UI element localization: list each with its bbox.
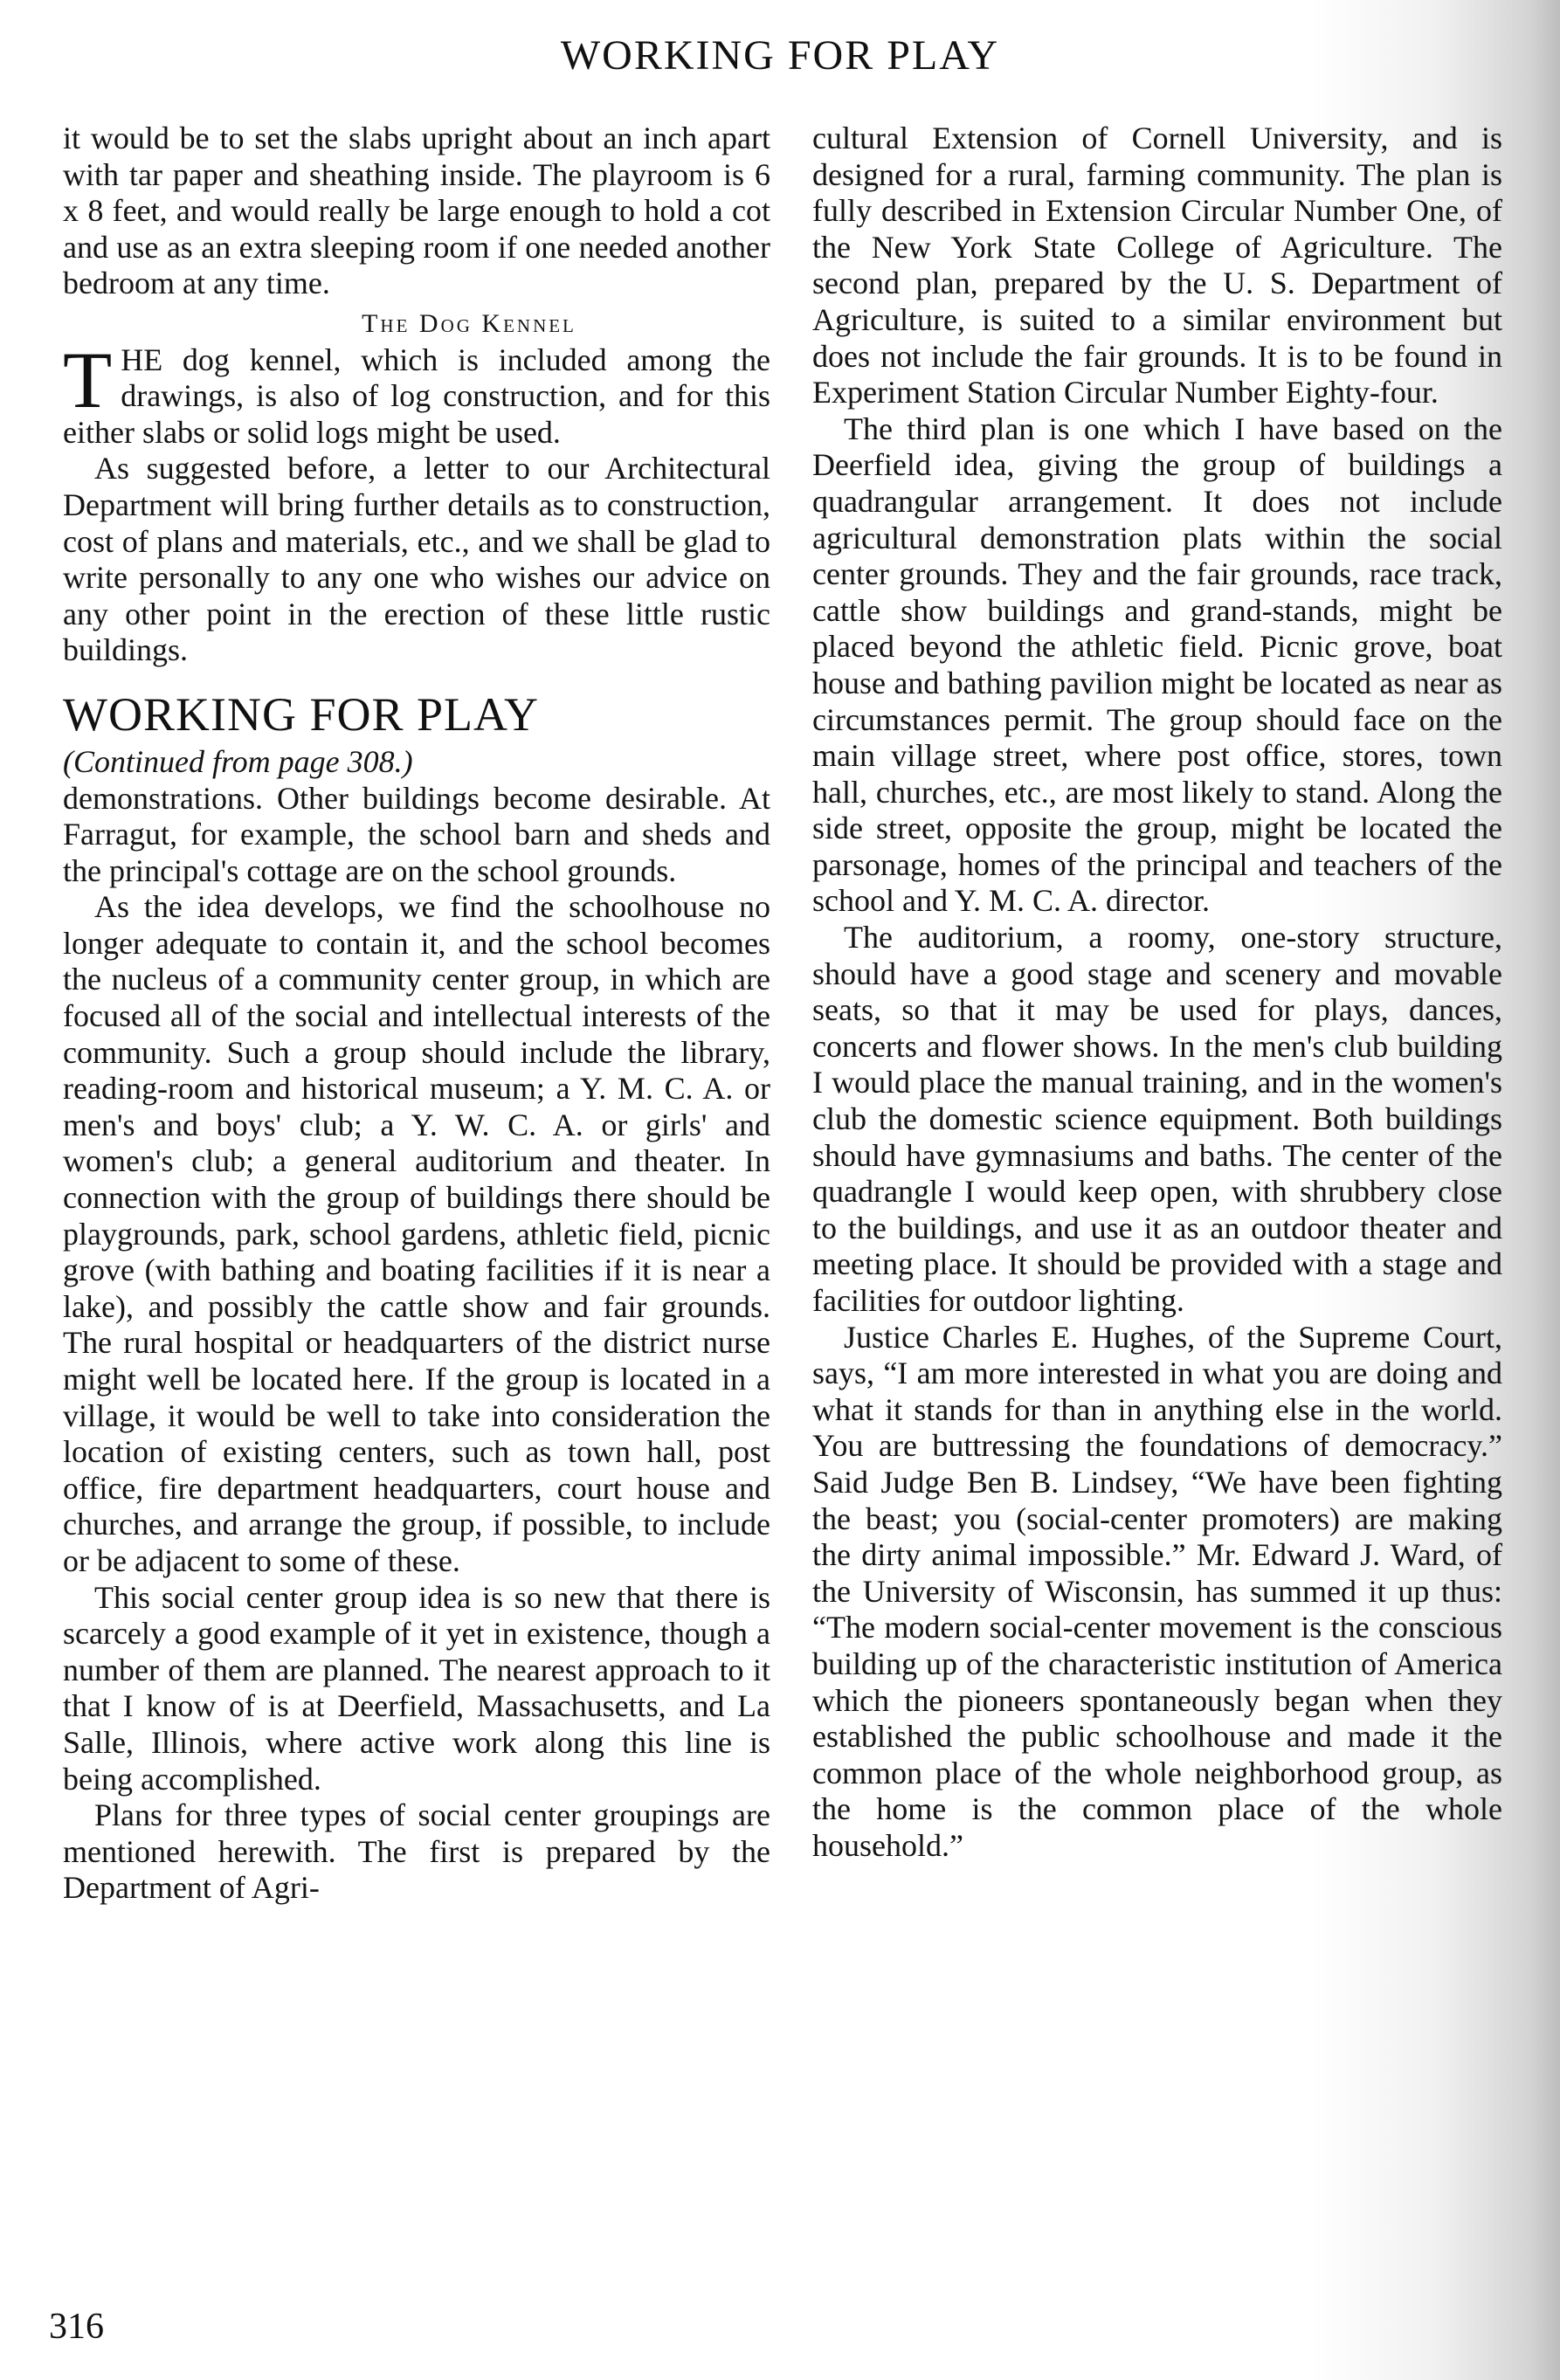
kennel-paragraph-text: HE dog kennel, which is included among the drawings, is also of log construction, and for this either slabs or solid logs might be used.	[63, 341, 770, 450]
suggested-paragraph: As suggested before, a letter to our Architectural Department will bring further details as to construction, cost of plans and materials, etc., and we shall be glad to write personally to any one who wishes our advice on any other point in the erection of these little rustic buildings.	[63, 451, 770, 668]
running-head: WORKING FOR PLAY	[560, 32, 1000, 79]
social-center-paragraph: This social center group idea is so new that there is scarcely a good example of it yet in existence, though a number of them are planned. The nearest approach to it that I know of is at Deerfield, Massachusetts, and La Salle, Illinois, where active work along this line is being accomplished.	[63, 1579, 770, 1797]
intro-paragraph: it would be to set the slabs upright about an inch apart with tar paper and sheathing inside. The playroom is 6 x 8 feet, and would really be large enough to hold a cot and use as an extra sleeping room if one needed another bedroom at any time.	[63, 121, 770, 301]
section-title: WORKING FOR PLAY	[63, 687, 540, 741]
demonstrations-paragraph: demonstrations. Other buildings become desirable. At Farragut, for example, the school barn and sheds and the principal's cottage are on the school grounds.	[63, 780, 770, 888]
cultural-extension-paragraph: cultural Extension of Cornell University, and is designed for a rural, farming community. The plan is fully described in Extension Circular Number One, of the New York State College of Agriculture. The second plan, prepared by the U. S. Department of Agriculture, is suited to a similar environment but does not include the fair grounds. It is to be found in Experiment Station Circular Number Eighty-four.	[812, 121, 1502, 410]
left-column	[63, 121, 770, 2287]
dog-kennel-subhead: The Dog Kennel	[362, 308, 576, 338]
third-plan-paragraph: The third plan is one which I have based on the Deerfield idea, giving the group of buildings a quadrangular arrangement. It does not include agricultural demonstration plats within the social center grounds. They and the fair grounds, race track, cattle show buildings and grand-stands, might be placed beyond the athletic field. Picnic grove, boat house and bathing pavilion might be located as near as circumstances permit. The group should face on the main village street, where post office, stores, town hall, churches, etc., are most likely to stand. Along the side street, opposite the group, might be located the parsonage, homes of the principal and teachers of the school and Y. M. C. A. director.	[812, 410, 1502, 919]
continued-note: (Continued from page 308.)	[63, 743, 413, 779]
drop-cap: T	[63, 335, 113, 424]
auditorium-paragraph: The auditorium, a roomy, one-story structure, should have a good stage and scenery and movable seats, so that it may be used for plays, dances, concerts and flower shows. In the men's club building I would place the manual training, and in the women's club the domestic science equipment. Both buildings should have gymnasiums and baths. The center of the quadrangle I would keep open, with shrubbery close to the buildings, and use it as an outdoor theater and meeting place. It should be provided with a stage and facilities for outdoor lighting.	[812, 920, 1502, 1318]
page-number: 316	[49, 2307, 104, 2347]
idea-paragraph: As the idea develops, we find the schoolhouse no longer adequate to contain it, and the school becomes the nucleus of a community center group, in which are focused all of the social and intellectual interests of the community. Such a group should include the library, reading-room and historical museum; a Y. M. C. A. or men's and boys' club; a Y. W. C. A. or girls' and women's club; a general auditorium and theater. In connection with the group of buildings there should be playgrounds, park, school gardens, athletic field, picnic grove (with bathing and boating facilities if it is near a lake), and possibly the cattle show and fair grounds. The rural hospital or headquarters of the district nurse might well be located here. If the group is located in a village, it would be well to take into consideration the location of existing centers, such as town hall, post office, fire department headquarters, court house and churches, and arrange the group, if possible, to include or be adjacent to some of these.	[63, 889, 770, 1578]
kennel-paragraph	[63, 335, 770, 452]
justice-hughes-paragraph: Justice Charles E. Hughes, of the Supreme Court, says, “I am more interested in what you are doing and what it stands for than in anything else in the world. You are buttressing the foundations of democracy.” Said Judge Ben B. Lindsey, “We have been fighting the beast; you (social-center promoters) are making the dirty animal impossible.” Mr. Edward J. Ward, of the University of Wisconsin, has summed it up thus: “The modern social-center movement is the conscious building up of the characteristic institution of America which the pioneers spontaneously began when they established the public schoolhouse and made it the common place of the whole neighborhood group, as the home is the common place of the whole household.”	[812, 1319, 1502, 1863]
right-column	[812, 121, 1502, 2287]
plans-paragraph: Plans for three types of social center groupings are mentioned herewith. The first is prepared by the Department of Agri-	[63, 1797, 770, 1906]
